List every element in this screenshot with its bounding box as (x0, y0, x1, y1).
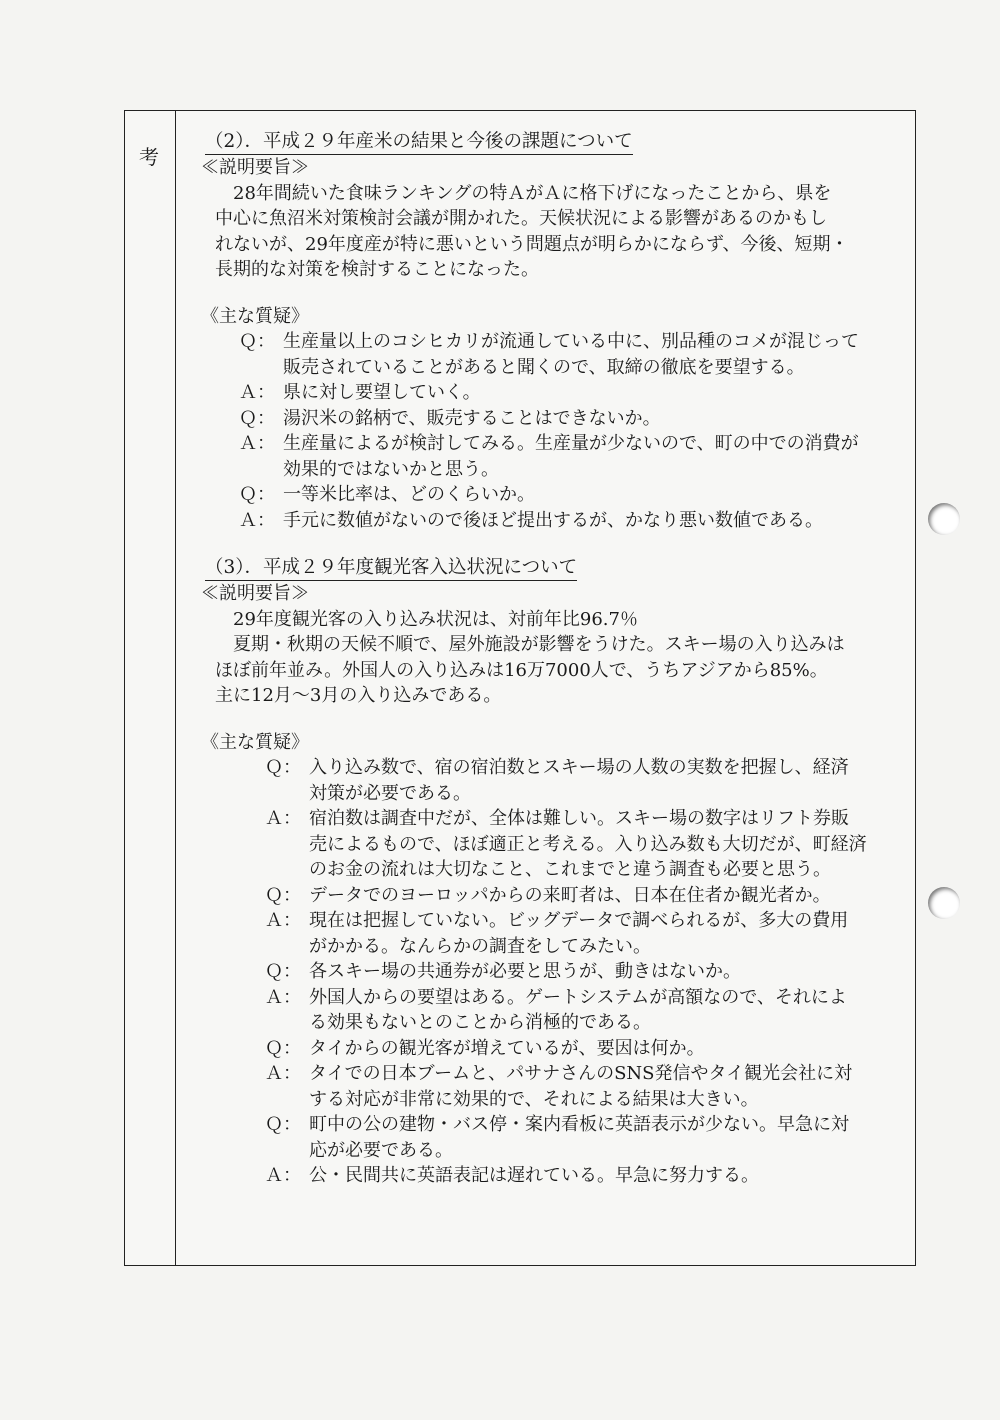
qa-item (239, 380, 907, 406)
section-2 (191, 129, 907, 533)
qa-item (265, 1163, 907, 1189)
qa-line: 各スキー場の共通券が必要と思うが、動きはないか。 (309, 961, 741, 982)
qa-item (265, 1036, 907, 1062)
content-area (191, 129, 907, 1189)
qa-tag: Ａ： (265, 986, 301, 1008)
qa-tag: Ａ： (239, 509, 275, 531)
section-2-heading: （2）．平成２９年産米の結果と今後の課題について (205, 130, 633, 155)
qa-line: 売によるもので、ほぼ適正と考える。入り込み数も大切だが、町経済 (309, 833, 867, 855)
binder-hole-top (928, 503, 960, 535)
qa-line: 応が必要である。 (309, 1139, 453, 1161)
qa-line: 一等米比率は、どのくらいか。 (283, 484, 535, 505)
qa-line: 効果的ではないかと思う。 (283, 458, 499, 480)
qa-line: 外国人からの要望はある。ゲートシステムが高額なので、それによ (309, 986, 847, 1008)
explain-line: 長期的な対策を検討することになった。 (215, 259, 539, 280)
qa-line: 宿泊数は調査中だが、全体は難しい。スキー場の数字はリフト券販 (309, 808, 849, 829)
qa-item (239, 406, 907, 432)
section-3-heading: （3）．平成２９年度観光客入込状況について (205, 556, 577, 581)
qa-line: 生産量によるが検討してみる。生産量が少ないので、町の中での消費が (283, 433, 859, 454)
qa-line: 手元に数値がないので後ほど提出するが、かなり悪い数値である。 (283, 509, 823, 531)
section-2-explain-title: ≪説明要旨≫ (201, 157, 309, 178)
column-divider (175, 111, 176, 1265)
qa-line: タイでの日本ブームと、パサナさんのSNS発信やタイ観光会社に対 (309, 1063, 853, 1084)
qa-item (265, 883, 907, 909)
qa-tag: Ａ： (239, 382, 275, 403)
qa-tag: Ａ： (265, 1165, 301, 1186)
qa-tag: Ｑ： (239, 407, 275, 429)
qa-line: 入り込み数で、宿の宿泊数とスキー場の人数の実数を把握し、経済 (309, 757, 849, 778)
qa-tag: Ａ： (239, 433, 275, 454)
qa-line: 生産量以上のコシヒカリが流通している中に、別品種のコメが混じって (283, 331, 859, 352)
qa-item (239, 508, 907, 534)
section-3-qa-title: 《主な質疑》 (201, 731, 309, 753)
side-label: 考 (139, 145, 159, 169)
qa-line: する対応が非常に効果的で、それによる結果は大きい。 (309, 1088, 759, 1110)
qa-tag: Ｑ： (265, 1114, 301, 1135)
qa-item (265, 1112, 907, 1163)
qa-line: 現在は把握していない。ビッグデータで調べられるが、多大の費用 (309, 910, 849, 931)
qa-tag: Ａ： (265, 910, 301, 931)
qa-line: 公・民間共に英語表記は遅れている。早急に努力する。 (309, 1165, 759, 1186)
qa-item (265, 755, 907, 806)
qa-tag: Ｑ： (265, 1037, 301, 1059)
document-frame (124, 110, 916, 1266)
qa-line: 湯沢米の銘柄で、販売することはできないか。 (283, 407, 661, 429)
qa-line: のお金の流れは大切なこと、これまでと違う調査も必要と思う。 (309, 859, 831, 880)
explain-line: ほぼ前年並み。外国人の入り込みは16万7000人で、うちアジアから85%。 (215, 659, 828, 681)
qa-line: 対策が必要である。 (309, 782, 471, 804)
section-2-qa-title: 《主な質疑》 (201, 305, 309, 327)
explain-line: 夏期・秋期の天候不順で、屋外施設が影響をうけた。スキー場の入り込みは (233, 634, 845, 655)
explain-line: 29年度観光客の入り込み状況は、対前年比96.7％ (233, 608, 638, 630)
qa-item (239, 482, 907, 508)
qa-tag: Ａ： (265, 1063, 301, 1084)
qa-tag: Ｑ： (265, 884, 301, 906)
explain-line: れないが、29年度産が特に悪いという問題点が明らかにならず、今後、短期・ (215, 233, 849, 255)
qa-tag: Ｑ： (239, 484, 275, 505)
qa-item (239, 329, 907, 380)
qa-line: る効果もないとのことから消極的である。 (309, 1012, 651, 1033)
explain-line: 中心に魚沼米対策検討会議が開かれた。天候状況による影響があるのかもし (215, 208, 827, 229)
qa-line: 販売されていることがあると聞くので、取締の徹底を要望する。 (283, 356, 805, 378)
qa-tag: Ａ： (265, 808, 301, 829)
binder-hole-bottom (928, 887, 960, 919)
section-3-explain-title: ≪説明要旨≫ (201, 583, 309, 604)
section-3 (191, 555, 907, 1189)
qa-tag: Ｑ： (265, 961, 301, 982)
qa-item (265, 806, 907, 883)
qa-line: 県に対し要望していく。 (283, 382, 481, 403)
qa-tag: Ｑ： (265, 757, 301, 778)
qa-item (265, 908, 907, 959)
qa-item (265, 1061, 907, 1112)
explain-line: 28年間続いた食味ランキングの特ＡがＡに格下げになったことから、県を (233, 182, 832, 204)
qa-item (265, 959, 907, 985)
qa-line: データでのヨーロッパからの来町者は、日本在住者か観光者か。 (309, 884, 831, 906)
qa-line: 町中の公の建物・バス停・案内看板に英語表示が少ない。早急に対 (309, 1114, 849, 1135)
qa-tag: Ｑ： (239, 331, 275, 352)
qa-line: がかかる。なんらかの調査をしてみたい。 (309, 935, 651, 957)
qa-line: タイからの観光客が増えているが、要因は何か。 (309, 1037, 705, 1059)
qa-item (239, 431, 907, 482)
explain-line: 主に12月～3月の入り込みである。 (215, 685, 502, 706)
qa-item (265, 985, 907, 1036)
